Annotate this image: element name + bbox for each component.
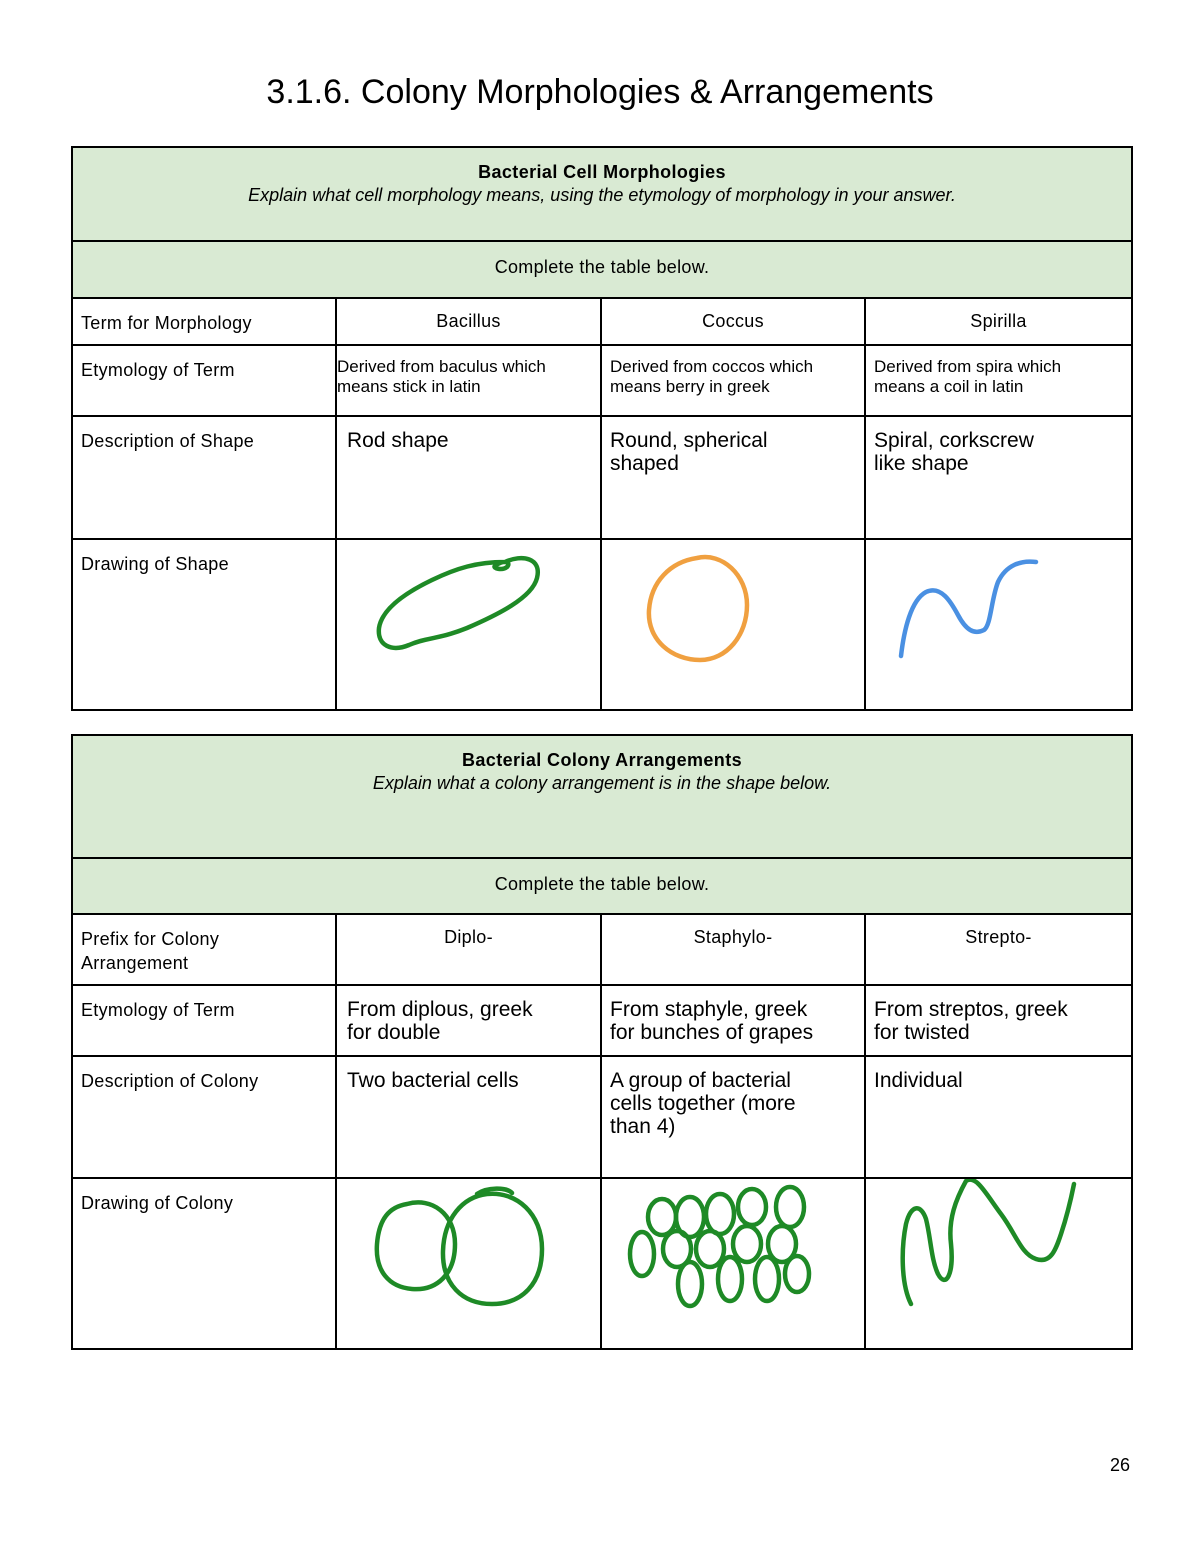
term-bacillus: Bacillus bbox=[336, 298, 601, 345]
row-label-drawing: Drawing of Shape bbox=[72, 539, 336, 710]
spirilla-wave-drawing bbox=[866, 540, 1131, 709]
drawing-bacillus bbox=[336, 539, 601, 710]
drawing-strepto bbox=[865, 1178, 1132, 1349]
row-label-colony-drawing: Drawing of Colony bbox=[72, 1178, 336, 1349]
row-label-term: Term for Morphology bbox=[72, 298, 336, 345]
cell-morphologies-table bbox=[71, 146, 1133, 711]
page-title: 3.1.6. Colony Morphologies & Arrangements bbox=[266, 73, 934, 111]
row-label-description: Description of Shape bbox=[72, 416, 336, 539]
staphylo-cluster-drawing bbox=[602, 1179, 864, 1348]
drawing-staphylo bbox=[601, 1178, 865, 1349]
bacillus-rod-drawing bbox=[337, 540, 600, 709]
description-spirilla: Spiral, corkscrew like shape bbox=[865, 416, 1132, 539]
drawing-diplo bbox=[336, 1178, 601, 1349]
description-coccus: Round, spherical shaped bbox=[601, 416, 865, 539]
drawing-coccus bbox=[601, 539, 865, 710]
strepto-chain-drawing bbox=[866, 1179, 1131, 1348]
term-spirilla: Spirilla bbox=[865, 298, 1132, 345]
coccus-circle-drawing bbox=[602, 540, 864, 709]
term-coccus: Coccus bbox=[601, 298, 865, 345]
page-number: 26 bbox=[1109, 1455, 1130, 1475]
etymology-bacillus: Derived from baculus which means stick in latin bbox=[336, 345, 601, 416]
row-label-prefix: Prefix for Colony Arrangement bbox=[72, 914, 336, 985]
etymology-coccus: Derived from coccos which means berry in greek bbox=[601, 345, 865, 416]
row-label-colony-description: Description of Colony bbox=[72, 1056, 336, 1178]
prefix-strepto: Strepto- bbox=[865, 914, 1132, 985]
description-diplo: Two bacterial cells bbox=[336, 1056, 601, 1178]
etymology-staphylo: From staphyle, greek for bunches of grapes bbox=[601, 985, 865, 1056]
row-label-etymology: Etymology of Term bbox=[72, 345, 336, 416]
arrangements-header-title: Bacterial Colony Arrangements bbox=[462, 750, 743, 770]
row-label-colony-etymology: Etymology of Term bbox=[72, 985, 336, 1056]
drawing-spirilla bbox=[865, 539, 1132, 710]
morphologies-instruction: Complete the table below. bbox=[72, 241, 1132, 298]
description-strepto: Individual bbox=[865, 1056, 1132, 1178]
arrangements-header bbox=[72, 735, 1132, 858]
diplo-pair-drawing bbox=[337, 1179, 600, 1348]
arrangements-instruction: Complete the table below. bbox=[72, 858, 1132, 914]
etymology-spirilla: Derived from spira which means a coil in latin bbox=[865, 345, 1132, 416]
colony-arrangements-table bbox=[71, 734, 1133, 1350]
arrangements-header-prompt: Explain what a colony arrangement is in the shape below. bbox=[372, 773, 832, 793]
etymology-strepto: From streptos, greek for twisted bbox=[865, 985, 1132, 1056]
prefix-diplo: Diplo- bbox=[336, 914, 601, 985]
morphologies-header-title: Bacterial Cell Morphologies bbox=[478, 162, 726, 182]
description-bacillus: Rod shape bbox=[336, 416, 601, 539]
description-staphylo: A group of bacterial cells together (more than 4) bbox=[601, 1056, 865, 1178]
morphologies-header-prompt: Explain what cell morphology means, using the etymology of morphology in your answer. bbox=[248, 185, 956, 205]
prefix-staphylo: Staphylo- bbox=[601, 914, 865, 985]
etymology-diplo: From diplous, greek for double bbox=[336, 985, 601, 1056]
morphologies-header bbox=[72, 147, 1132, 241]
